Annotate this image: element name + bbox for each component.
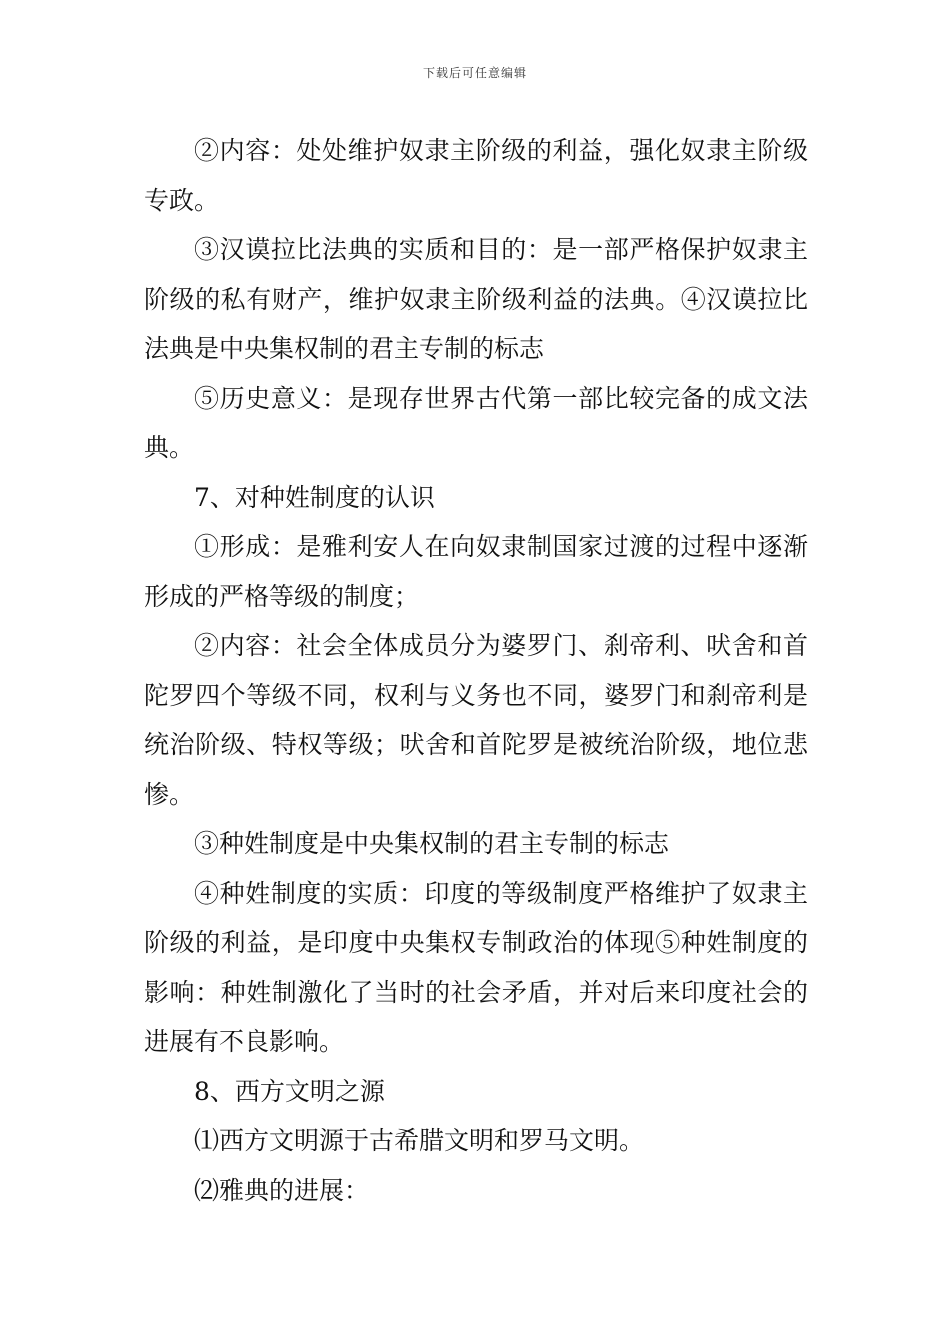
paragraph-athens-development: ⑵雅典的进展： [194, 1175, 370, 1205]
paragraph-code-essence: ③汉谟拉比法典的实质和目的：是一部严格保护奴隶主阶级的私有财产，维护奴隶主阶级利益的法典。④汉谟拉比法典是中央集权制的君主专制的标志 [144, 235, 808, 363]
document-body [144, 126, 808, 1215]
paragraph-content-item: ②内容：处处维护奴隶主阶级的利益，强化奴隶主阶级专政。 [144, 136, 808, 215]
paragraph-caste-essence: ④种姓制度的实质：印度的等级制度严格维护了奴隶主阶级的利益，是印度中央集权专制政治的体现⑤种姓制度的影响：种姓制激化了当时的社会矛盾，并对后来印度社会的进展有不良影响。 [144, 878, 808, 1056]
page-header: 下载后可任意编辑 [422, 66, 527, 80]
section-heading-caste-system: 7、对种姓制度的认识 [194, 482, 435, 512]
paragraph-western-origin: ⑴西方文明源于古希腊文明和罗马文明。 [194, 1126, 645, 1155]
paragraph-historical-significance: ⑤历史意义：是现存世界古代第一部比较完备的成文法典。 [144, 383, 808, 462]
paragraph-caste-formation: ①形成：是雅利安人在向奴隶制国家过渡的过程中逐渐形成的严格等级的制度； [144, 532, 808, 611]
paragraph-caste-content: ②内容：社会全体成员分为婆罗门、刹帝利、吠舍和首陀罗四个等级不同，权利与义务也不同，婆罗门和刹帝利是统治阶级、特权等级；吠舍和首陀罗是被统治阶级，地位悲惨。 [144, 631, 808, 809]
paragraph-caste-symbol: ③种姓制度是中央集权制的君主专制的标志 [194, 829, 670, 858]
section-heading-western-civilization: 8、西方文明之源 [194, 1076, 385, 1106]
